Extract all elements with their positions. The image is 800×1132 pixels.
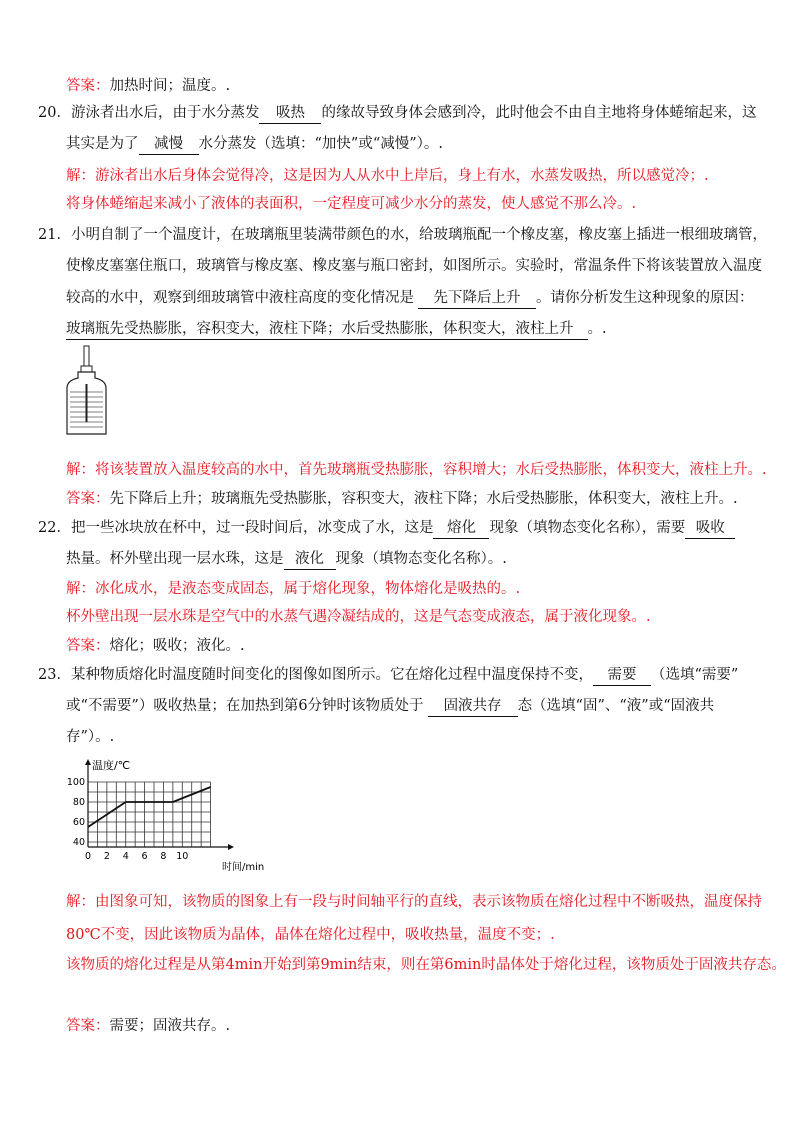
y-tick-label: 80: [72, 797, 85, 808]
q23-answer: [66, 1016, 230, 1036]
answer-label: 答案：: [66, 638, 110, 654]
q20-blank-1: 吸热: [259, 103, 321, 124]
y-axis-label: 温度/℃: [92, 759, 131, 772]
y-tick-label: 100: [66, 777, 85, 788]
q23-text: 态（选填“固”、“液”或“固液共: [517, 698, 715, 714]
q21-line-1: [38, 225, 767, 245]
q21-answer: [66, 489, 738, 509]
answer-text: 加热时间；温度。.: [109, 78, 231, 94]
q22-blank-1: 熔化: [433, 518, 489, 539]
question-number: 23．: [38, 667, 71, 683]
x-tick-label: 4: [122, 851, 129, 862]
x-tick-label: 0: [84, 851, 92, 862]
q23-line-1: [38, 665, 738, 686]
q21-solution-1: 解：将该装置放入温度较高的水中，首先玻璃瓶受热膨胀，容积增大；水后受热膨胀，体积变大，液柱上升。.: [66, 462, 767, 478]
q23-solution-1: 解：由图象可知，该物质的图象上有一段与时间轴平行的直线，表示该物质在熔化过程中不断吸热，温度保持: [66, 894, 762, 910]
y-tick-label: 60: [72, 817, 85, 828]
q22-text: 现象（填物态变化名称）。.: [335, 551, 507, 567]
bottle-thermometer-figure: [62, 344, 112, 444]
q22-answer: [66, 636, 245, 656]
answer-label: 答案：: [66, 1018, 110, 1034]
question-number: 21．: [38, 227, 71, 243]
q23-text: 某种物质熔化时温度随时间变化的图像如图所示。它在熔化过程中温度保持不变，: [70, 667, 593, 683]
answer-label: 答案：: [66, 491, 110, 507]
q20-solution-2: 将身体蜷缩起来减小了液体的表面积，一定程度可减少水分的蒸发，使人感觉不那么冷。.: [66, 196, 637, 212]
q22-blank-2: 吸收: [685, 518, 735, 539]
q23-blank-2: 固液共存: [428, 696, 518, 717]
answer-label: 答案：: [66, 78, 110, 94]
answer-text: 先下降后上升；玻璃瓶先受热膨胀，容积变大，液柱下降；水后受热膨胀，体积变大，液柱上升。.: [109, 491, 738, 507]
q21-text: 小明自制了一个温度计，在玻璃瓶里装满带颜色的水，给玻璃瓶配一个橡皮塞，橡皮塞上插进一根细玻璃管，: [70, 227, 767, 243]
q22-line-2: [66, 549, 507, 570]
q22-solution-1: 解：冰化成水，是液态变成固态，属于熔化现象，物体熔化是吸热的。.: [66, 581, 521, 597]
q21-line-3: [66, 288, 754, 309]
q22-text: 现象（填物态变化名称），需要: [489, 520, 686, 536]
q22-text: 热量。杯外壁出现一层水珠，这是: [66, 551, 284, 567]
q23-solution-2: 80℃不变，因此该物质为晶体，晶体在熔化过程中，吸收热量，温度不变；.: [66, 927, 555, 943]
question-number: 22．: [38, 520, 71, 536]
answer-text: 熔化；吸收；液化。.: [109, 638, 245, 654]
q23-blank-1: 需要: [593, 665, 651, 686]
q21-text: 。请你分析发生这种现象的原因：: [536, 290, 754, 306]
q20-line-1: [38, 103, 756, 124]
y-tick-label: 40: [72, 837, 85, 848]
question-number: 20．: [38, 105, 71, 121]
x-tick-label: 2: [103, 851, 110, 862]
rubber-stopper: [81, 366, 92, 372]
q21-text: 。.: [587, 321, 607, 337]
q20-line-2: [66, 134, 443, 155]
q21-line-2: 使橡皮塞塞住瓶口，玻璃管与橡皮塞、橡皮塞与瓶口密封，如图所示。实验时，常温条件下将该装置放入温度: [66, 258, 762, 274]
q20-text: 水分蒸发（选填：“加快”或“减慢”）。.: [198, 136, 444, 152]
x-axis-label: 时间/min: [222, 862, 265, 873]
q20-text: 的缘故导致身体会感到冷，此时他会不由自主地将身体蜷缩起来，这: [321, 105, 757, 121]
q23-text: 或“不需要”）吸收热量；在加热到第6分钟时该物质处于: [66, 698, 424, 714]
q23-line-2: [66, 696, 714, 717]
q20-blank-2: 减慢: [139, 134, 199, 155]
x-tick-label: 6: [141, 851, 148, 862]
x-tick-label: 8: [160, 851, 167, 862]
q22-line-1: [38, 518, 735, 539]
q19-answer: [66, 76, 230, 96]
q21-line-4: [66, 319, 607, 340]
q20-text: 其实是为了: [66, 136, 139, 152]
q20-text: 游泳者出水后，由于水分蒸发: [70, 105, 260, 121]
q21-blank-1: 先下降后上升: [418, 288, 536, 309]
q21-blank-2: 玻璃瓶先受热膨胀，容积变大，液柱下降；水后受热膨胀，体积变大，液柱上升: [66, 319, 588, 340]
q22-solution-2: 杯外壁出现一层水珠是空气中的水蒸气遇冷凝结成的，这是气态变成液态，属于液化现象。.: [66, 609, 651, 625]
q23-line-3: 存”）。.: [66, 729, 115, 745]
q22-blank-3: 液化: [284, 549, 336, 570]
q22-text: 把一些冰块放在杯中，过一段时间后，冰变成了水，这是: [70, 520, 434, 536]
y-axis-arrow: [85, 759, 91, 765]
q20-solution-1: 解：游泳者出水后身体会觉得冷，这是因为人从水中上岸后，身上有水，水蒸发吸热，所以感觉冷；.: [66, 168, 709, 184]
chart-axes: [85, 759, 234, 850]
q23-text: （选填“需要”: [650, 667, 739, 683]
x-axis-arrow: [228, 844, 234, 850]
answer-text: 需要；固液共存。.: [109, 1018, 231, 1034]
q21-text: 较高的水中，观察到细玻璃管中液柱高度的变化情况是: [66, 290, 414, 306]
q23-solution-3: 该物质的熔化过程是从第4min开始到第9min结束，则在第6min时晶体处于熔化过程，该物质处于固液共存态。: [66, 957, 786, 973]
chart-ticks: [67, 777, 188, 862]
x-tick-label: 10: [176, 851, 189, 862]
chart-series: [88, 787, 211, 827]
temperature-time-chart: [62, 755, 282, 875]
